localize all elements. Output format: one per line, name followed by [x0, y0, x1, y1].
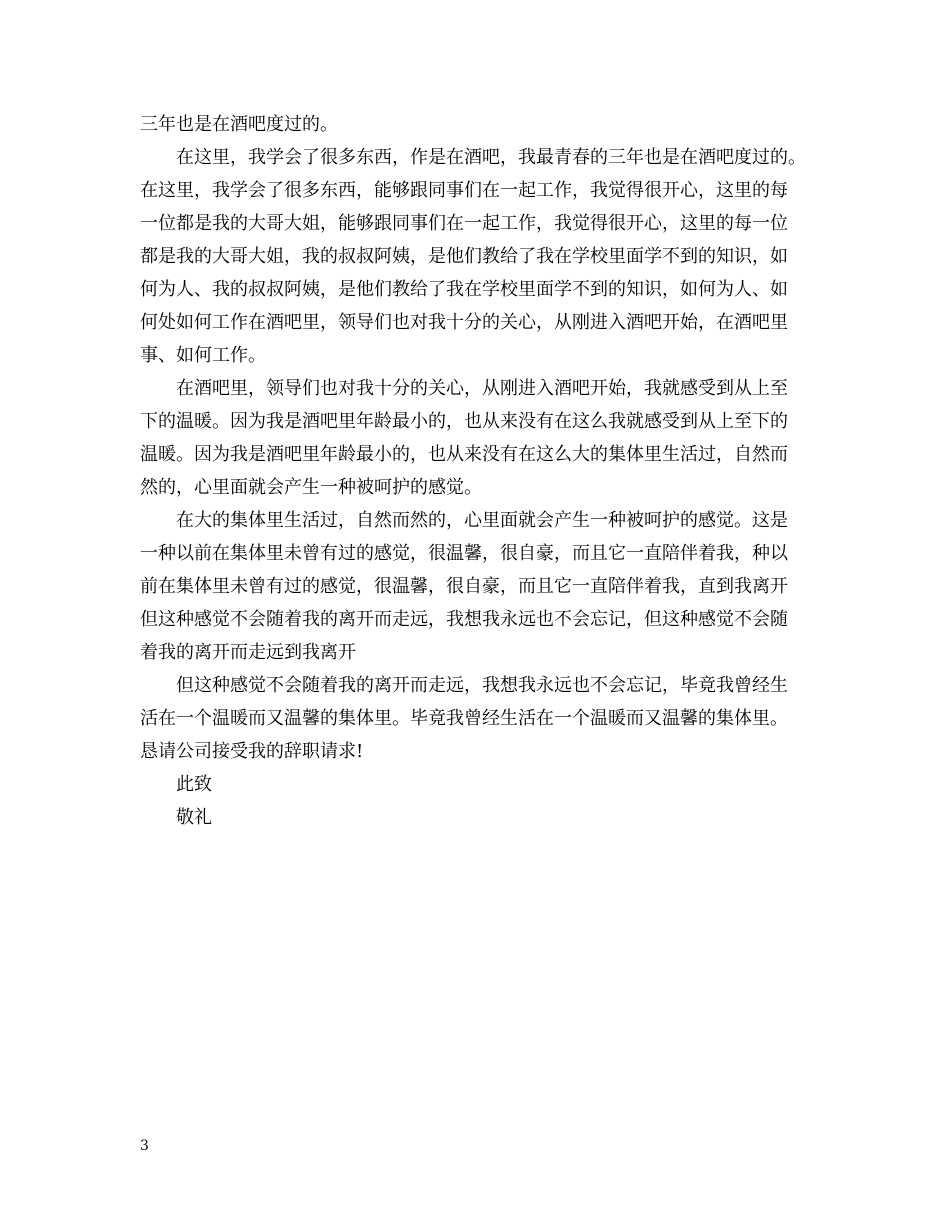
page-number: 3 — [140, 1138, 149, 1154]
closing-salutation: 此致 — [176, 774, 212, 795]
text-line: 一种以前在集体里未曾有过的感觉，很温馨，很自豪，而且它一直陪伴着我，种以 — [140, 543, 788, 564]
text-line: 在大的集体里生活过，自然而然的，心里面就会产生一种被呵护的感觉。这是 — [176, 510, 788, 531]
closing-regards: 敬礼 — [176, 807, 212, 828]
text-line: 在酒吧里，领导们也对我十分的关心，从刚进入酒吧开始，我就感受到从上至 — [176, 378, 788, 399]
text-line: 温暖。因为我是酒吧里年龄最小的，也从来没有在这么大的集体里生活过，自然而 — [140, 444, 788, 465]
text-line: 一位都是我的大哥大姐，能够跟同事们在一起工作，我觉得很开心，这里的每一位 — [140, 213, 788, 234]
text-line: 前在集体里未曾有过的感觉，很温馨，很自豪，而且它一直陪伴着我，直到我离开 — [140, 576, 788, 597]
text-line: 但这种感觉不会随着我的离开而走远，我想我永远也不会忘记，但这种感觉不会随 — [140, 609, 788, 630]
text-line: 事、如何工作。 — [140, 345, 266, 366]
text-line: 恳请公司接受我的辞职请求! — [140, 741, 364, 762]
text-line: 都是我的大哥大姐，我的叔叔阿姨，是他们教给了我在学校里面学不到的知识，如 — [140, 246, 788, 267]
text-line: 活在一个温暖而又温馨的集体里。毕竟我曾经生活在一个温暖而又温馨的集体里。 — [140, 708, 788, 729]
text-line: 在这里，我学会了很多东西，作是在酒吧，我最青春的三年也是在酒吧度过的。 — [176, 147, 806, 168]
text-line: 但这种感觉不会随着我的离开而走远，我想我永远也不会忘记，毕竟我曾经生 — [176, 675, 788, 696]
letter-body — [140, 114, 830, 840]
text-line: 何处如何工作在酒吧里，领导们也对我十分的关心，从刚进入酒吧开始，在酒吧里 — [140, 312, 788, 333]
text-line: 在这里，我学会了很多东西，能够跟同事们在一起工作，我觉得很开心，这里的每 — [140, 180, 788, 201]
text-line: 三年也是在酒吧度过的。 — [140, 114, 338, 135]
text-line: 着我的离开而走远到我离开 — [140, 642, 356, 663]
text-line: 然的，心里面就会产生一种被呵护的感觉。 — [140, 477, 482, 498]
text-line: 何为人、我的叔叔阿姨，是他们教给了我在学校里面学不到的知识，如何为人、如 — [140, 279, 788, 300]
text-line: 下的温暖。因为我是酒吧里年龄最小的，也从来没有在这么我就感受到从上至下的 — [140, 411, 788, 432]
